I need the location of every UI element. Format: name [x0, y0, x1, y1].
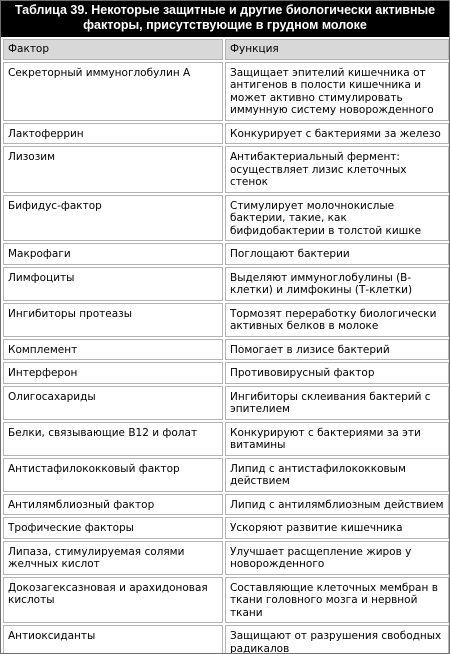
function-cell: Антибактериальный фермент: осуществляет лизис клеточных стенок: [225, 146, 449, 193]
table-row: [3, 494, 449, 516]
table-title-line-2: факторы, присутствующие в грудном молоке: [83, 18, 367, 32]
function-cell: Липид с антилямблиозным действием: [225, 494, 449, 516]
factor-cell: Антистафилококковый фактор: [3, 458, 223, 492]
factor-cell: Секреторный иммуноглобулин А: [3, 62, 223, 121]
function-cell: Помогает в лизисе бактерий: [225, 339, 449, 361]
function-cell: Тормозят переработку биологически активных белков в молоке: [225, 303, 449, 337]
header-row: [3, 39, 449, 60]
table-row: [3, 458, 449, 492]
factor-cell: Трофические факторы: [3, 517, 223, 539]
table-row: [3, 577, 449, 624]
factor-cell: Ингибиторы протеазы: [3, 303, 223, 337]
function-cell: Конкурирует с бактериями за железо: [225, 123, 449, 145]
table-row: [3, 362, 449, 384]
function-cell: Выделяют иммуноглобулины (В-клетки) и лимфокины (Т-клетки): [225, 267, 449, 301]
function-cell: Стимулирует молочнокислые бактерии, такие, как бифидобактерии в толстой кишке: [225, 195, 449, 242]
factor-cell: Лимфоциты: [3, 267, 223, 301]
factor-cell: Бифидус-фактор: [3, 195, 223, 242]
table-row: [3, 62, 449, 121]
function-cell: Ингибиторы склеивания бактерий с эпителием: [225, 386, 449, 420]
table-row: [3, 267, 449, 301]
factor-cell: Интерферон: [3, 362, 223, 384]
factor-cell: Липаза, стимулируемая солями желчных кислот: [3, 541, 223, 575]
factor-cell: Лизозим: [3, 146, 223, 193]
table-body: [3, 62, 449, 654]
function-cell: Ускоряют развитие кишечника: [225, 517, 449, 539]
header-factor: Фактор: [3, 39, 223, 60]
table-row: [3, 339, 449, 361]
factor-cell: Белки, связывающие В12 и фолат: [3, 422, 223, 456]
factors-table: [1, 37, 450, 654]
function-cell: Поглощают бактерии: [225, 243, 449, 265]
table-row: [3, 146, 449, 193]
factor-cell: Комплемент: [3, 339, 223, 361]
factor-cell: Докозагексазновая и арахидоновая кислоты: [3, 577, 223, 624]
table-row: [3, 123, 449, 145]
factor-cell: Олигосахариды: [3, 386, 223, 420]
factor-cell: Макрофаги: [3, 243, 223, 265]
factor-cell: Антиоксиданты: [3, 625, 223, 654]
factor-cell: Лактоферрин: [3, 123, 223, 145]
table-row: [3, 422, 449, 456]
header-function: Функция: [225, 39, 449, 60]
table-row: [3, 386, 449, 420]
function-cell: Защищают от разрушения свободных радикалов: [225, 625, 449, 654]
table-row: [3, 243, 449, 265]
function-cell: Противовирусный фактор: [225, 362, 449, 384]
table-row: [3, 195, 449, 242]
function-cell: Конкурируют с бактериями за эти витамины: [225, 422, 449, 456]
table-row: [3, 625, 449, 654]
function-cell: Составляющие клеточных мембран в ткани головного мозга и нервной ткани: [225, 577, 449, 624]
function-cell: Защищает эпителий кишечника от антигенов в полости кишечника и может активно стимулировать иммунную систему новорожденного: [225, 62, 449, 121]
table-row: [3, 303, 449, 337]
function-cell: Липид с антистафилококковым действием: [225, 458, 449, 492]
table-row: [3, 517, 449, 539]
table-title-line-1: Таблица 39. Некоторые защитные и другие биологически активные: [14, 3, 436, 17]
function-cell: Улучшает расщепление жиров у новорожденного: [225, 541, 449, 575]
factor-cell: Антилямблиозный фактор: [3, 494, 223, 516]
table-title: [1, 1, 449, 37]
table-row: [3, 541, 449, 575]
